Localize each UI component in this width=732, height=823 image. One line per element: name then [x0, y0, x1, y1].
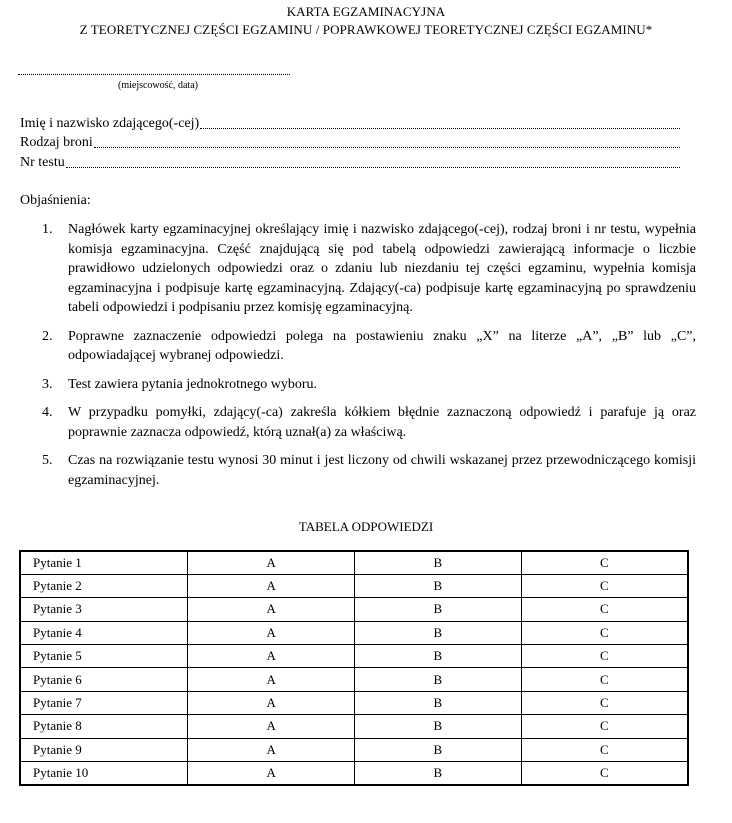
answer-option-c[interactable]: C [521, 598, 688, 621]
answer-option-b[interactable]: B [355, 574, 522, 597]
test-number-field [20, 153, 680, 171]
answer-option-c[interactable]: C [521, 621, 688, 644]
answer-option-c[interactable]: C [521, 668, 688, 691]
answer-table-title: TABELA ODPOWIEDZI [298, 519, 434, 534]
table-row [20, 574, 688, 597]
list-item-text: Czas na rozwiązanie testu wynosi 30 minut i jest liczony od chwili wskazanej przez przewodniczącego komisji egzaminacyjnej. [68, 453, 696, 488]
list-item-number: 1. [42, 222, 53, 237]
answer-option-c[interactable]: C [521, 762, 688, 785]
list-item-text: W przypadku pomyłki, zdający(-ca) zakreśla kółkiem błędnie zaznaczoną odpowiedź i parafuje ją oraz poprawnie zaznacza odpowiedź, którą uznał(a) za właściwą. [68, 405, 696, 440]
answer-option-b[interactable]: B [355, 598, 522, 621]
answer-option-c[interactable]: C [521, 738, 688, 761]
table-row [20, 738, 688, 761]
answer-option-a[interactable]: A [188, 715, 355, 738]
answer-option-b[interactable]: B [355, 691, 522, 714]
answer-option-c[interactable]: C [521, 551, 688, 574]
question-label: Pytanie 5 [20, 645, 188, 668]
question-label: Pytanie 4 [20, 621, 188, 644]
question-label: Pytanie 2 [20, 574, 188, 597]
answer-option-a[interactable]: A [188, 574, 355, 597]
table-row [20, 598, 688, 621]
answer-option-c[interactable]: C [521, 574, 688, 597]
answer-table [19, 550, 689, 786]
list-item [20, 327, 696, 366]
question-label: Pytanie 3 [20, 598, 188, 621]
list-item [20, 220, 696, 318]
question-label: Pytanie 7 [20, 691, 188, 714]
table-row [20, 551, 688, 574]
list-item [20, 451, 696, 490]
document-subtitle: Z TEORETYCZNEJ CZĘŚCI EGZAMINU / POPRAWKOWEJ TEORETYCZNEJ CZĘŚCI EGZAMINU* [79, 22, 653, 37]
answer-option-a[interactable]: A [188, 598, 355, 621]
answer-option-b[interactable]: B [355, 668, 522, 691]
table-row [20, 715, 688, 738]
question-label: Pytanie 6 [20, 668, 188, 691]
table-row [20, 668, 688, 691]
table-row [20, 621, 688, 644]
answer-option-b[interactable]: B [355, 762, 522, 785]
list-item [20, 403, 696, 442]
answer-option-c[interactable]: C [521, 645, 688, 668]
list-item-text: Test zawiera pytania jednokrotnego wyboru. [68, 376, 317, 392]
weapon-field [20, 133, 680, 151]
answer-option-b[interactable]: B [355, 738, 522, 761]
answer-option-a[interactable]: A [188, 738, 355, 761]
weapon-label: Rodzaj broni [20, 135, 93, 150]
weapon-line[interactable] [94, 147, 680, 148]
list-item-number: 4. [42, 405, 53, 420]
question-label: Pytanie 8 [20, 715, 188, 738]
list-item [20, 375, 696, 395]
answer-option-b[interactable]: B [355, 715, 522, 738]
place-date-line[interactable] [18, 74, 290, 75]
question-label: Pytanie 1 [20, 551, 188, 574]
answer-option-a[interactable]: A [188, 668, 355, 691]
list-item-number: 3. [42, 376, 53, 392]
answer-option-a[interactable]: A [188, 621, 355, 644]
answer-option-b[interactable]: B [355, 645, 522, 668]
answer-option-a[interactable]: A [188, 691, 355, 714]
place-date-label: (miejscowość, data) [118, 80, 198, 91]
document-title: KARTA EGZAMINACYJNA [286, 4, 446, 19]
list-item-text: Nagłówek karty egzaminacyjnej określający imię i nazwisko zdającego(-cej), rodzaj broni i nr testu, wypełnia komisja egzaminacyjna. Część znajdującą się pod tabelą odpowiedzi zawierającą informacje o liczbie prawidłowo udzielonych odpowiedzi oraz o zdaniu lub niezdaniu tej części egzaminu, wypełnia komisja egzaminacyjna i podpisuje kartę egzaminacyjną. Zdający(-ca) podpisuje kartę egzaminacyjną po sprawdzeniu tabeli odpowiedzi i podpisaniu przez komisję egzaminacyjną. [68, 222, 696, 315]
answer-option-a[interactable]: A [188, 551, 355, 574]
table-row [20, 645, 688, 668]
name-field [20, 114, 680, 132]
explanations-list [20, 220, 696, 499]
test-number-line[interactable] [66, 167, 680, 168]
test-number-label: Nr testu [20, 155, 65, 170]
explanations-heading: Objaśnienia: [20, 193, 91, 208]
list-item-number: 5. [42, 453, 53, 468]
question-label: Pytanie 10 [20, 762, 188, 785]
answer-option-a[interactable]: A [188, 645, 355, 668]
answer-option-b[interactable]: B [355, 621, 522, 644]
answer-option-b[interactable]: B [355, 551, 522, 574]
table-row [20, 762, 688, 785]
list-item-number: 2. [42, 328, 53, 344]
answer-option-c[interactable]: C [521, 715, 688, 738]
table-row [20, 691, 688, 714]
name-label: Imię i nazwisko zdającego(-cej) [20, 116, 200, 131]
answer-option-c[interactable]: C [521, 691, 688, 714]
question-label: Pytanie 9 [20, 738, 188, 761]
name-line[interactable] [200, 128, 680, 129]
list-item-text: Poprawne zaznaczenie odpowiedzi polega na postawieniu znaku „X” na literze „A”, „B” lub „C”, odpowiadającej wybranej odpowiedzi. [68, 328, 696, 363]
answer-option-a[interactable]: A [188, 762, 355, 785]
